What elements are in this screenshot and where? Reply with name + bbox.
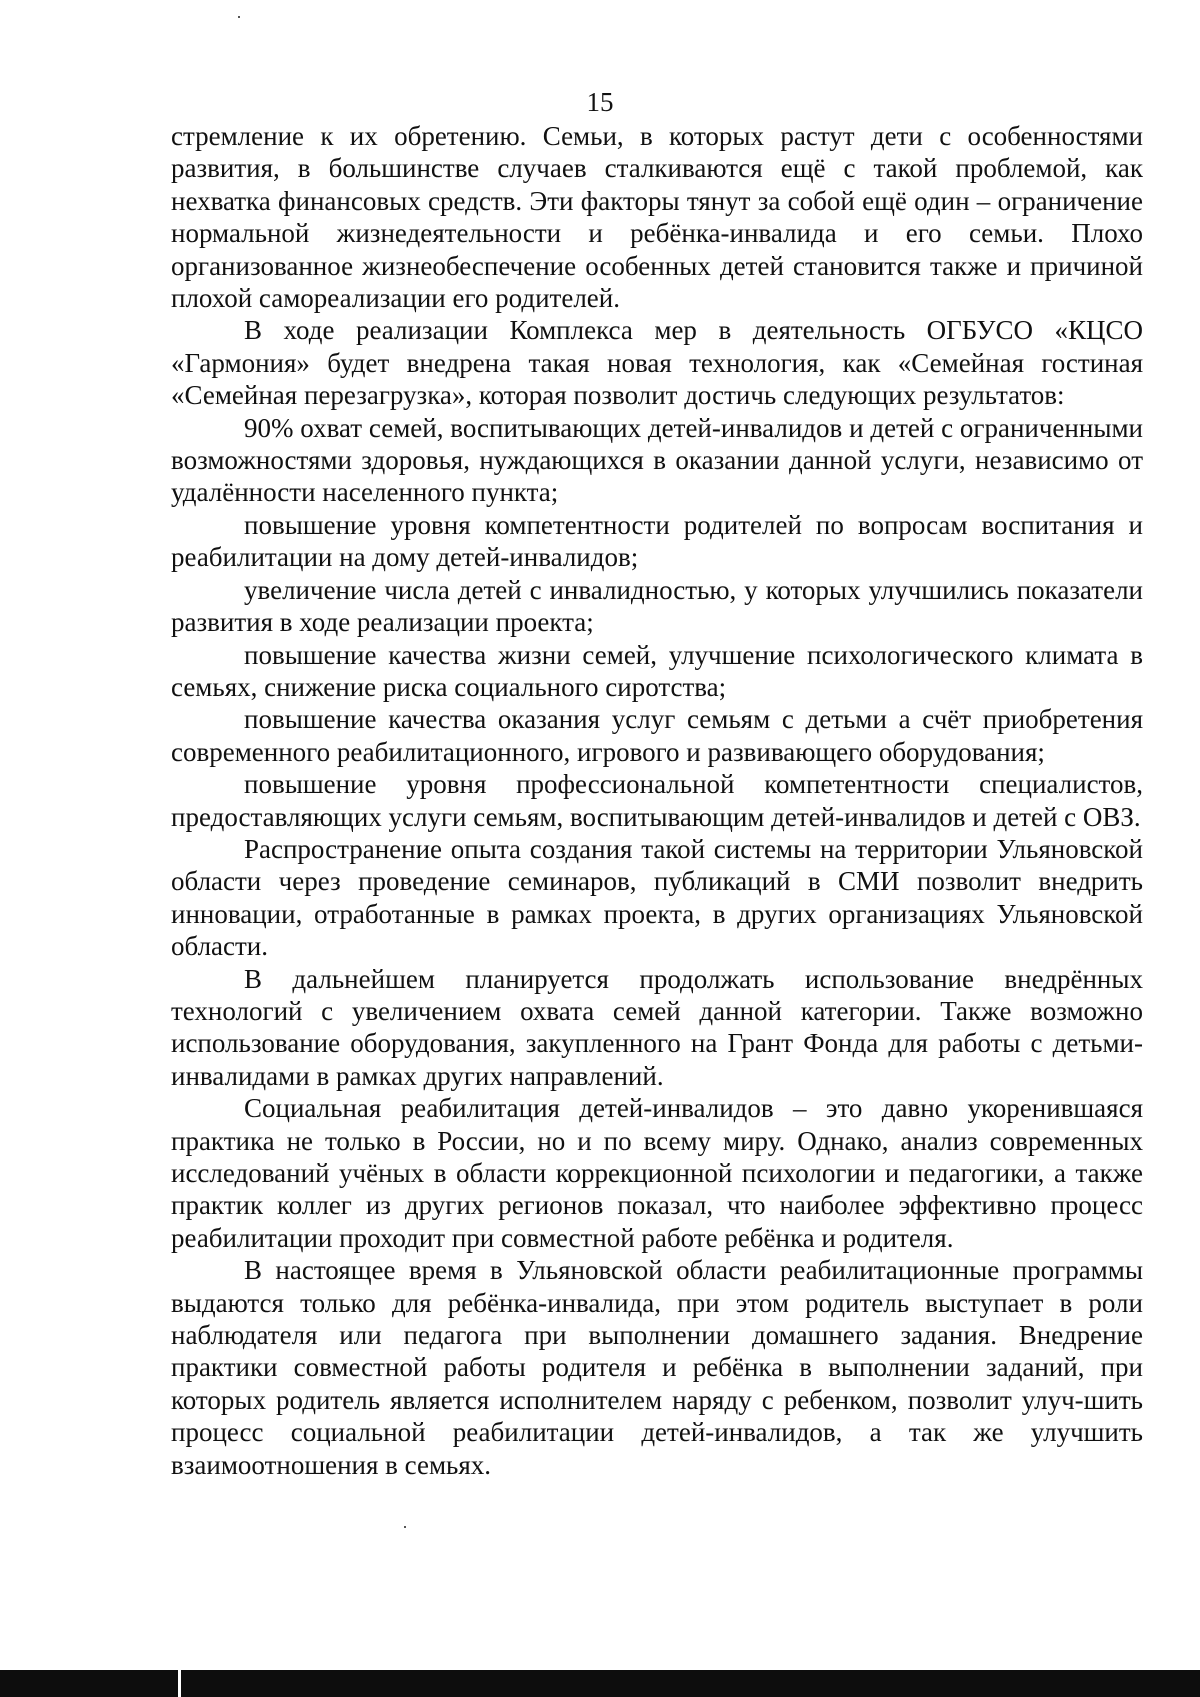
paragraph: повышение уровня профессиональной компетентности специалистов, предоставляющих услуги семьям, воспитывающим детей-инвалидов и детей с ОВЗ.: [171, 769, 1143, 832]
scan-border-notch: [178, 1670, 181, 1697]
page-number: 15: [586, 87, 614, 117]
paragraph: В ходе реализации Комплекса мер в деятельность ОГБУСО «КЦСО «Гармония» будет внедрена такая новая технология, как «Семейная гостиная «Семейная перезагрузка», которая позволит достичь следующих результатов:: [171, 315, 1143, 411]
paragraph: В дальнейшем планируется продолжать использование внедрённых технологий с увеличением охвата семей данной категории. Также возможно использование оборудования, закупленного на Грант Фонда для работы с детьми-инвалидами в рамках других направлений.: [171, 963, 1143, 1091]
paragraph: 90% охват семей, воспитывающих детей-инвалидов и детей с ограниченными возможностями здоровья, нуждающихся в оказании данной услуги, независимо от удалённости населенного пункта;: [171, 412, 1143, 508]
paragraph: увеличение числа детей с инвалидностью, у которых улучшились показатели развития в ходе реализации проекта;: [171, 574, 1143, 638]
scan-speck: [238, 16, 240, 18]
paragraph: Распространение опыта создания такой системы на территории Ульяновской области через проведение семинаров, публикаций в СМИ позволит внедрить инновации, отработанные в рамках проекта, в других организациях Ульяновской области.: [171, 833, 1143, 962]
paragraph: повышение качества жизни семей, улучшение психологического климата в семьях, снижение риска социального сиротства;: [171, 639, 1143, 702]
paragraph: повышение уровня компетентности родителей по вопросам воспитания и реабилитации на дому детей-инвалидов;: [171, 509, 1143, 573]
scan-speck: [404, 1526, 406, 1528]
document-body: [171, 120, 1143, 1481]
paragraph: стремление к их обретению. Семьи, в которых растут дети с особенностями развития, в большинстве случаев сталкиваются ещё с такой проблемой, как нехватка финансовых средств. Эти факторы тянут за собой ещё один – ограничение нормальной жизнедеятельности и ребёнка-инвалида и его семьи. Плохо организованное жизнеобеспечение особенных детей становится также и причиной плохой самореализации его родителей.: [171, 121, 1143, 314]
paragraph: Социальная реабилитация детей-инвалидов – это давно укоренившаяся практика не только в России, но и по всему миру. Однако, анализ современных исследований учёных в области коррекционной психологии и педагогики, а также практик коллег из других регионов показал, что наиболее эффективно процесс реабилитации проходит при совместной работе ребёнка и родителя.: [171, 1093, 1143, 1253]
paragraph: повышение качества оказания услуг семьям с детьми а счёт приобретения современного реабилитационного, игрового и развивающего оборудования;: [171, 704, 1143, 767]
paragraph: В настоящее время в Ульяновской области реабилитационные программы выдаются только для ребёнка-инвалида, при этом родитель выступает в роли наблюдателя или педагога при выполнении домашнего задания. Внедрение практики совместной работы родителя и ребёнка в выполнении заданий, при которых родитель является исполнителем наряду с ребенком, позволит улуч-шить процесс социальной реабилитации детей-инвалидов, а так же улучшить взаимоотношения в семьях.: [171, 1255, 1143, 1480]
